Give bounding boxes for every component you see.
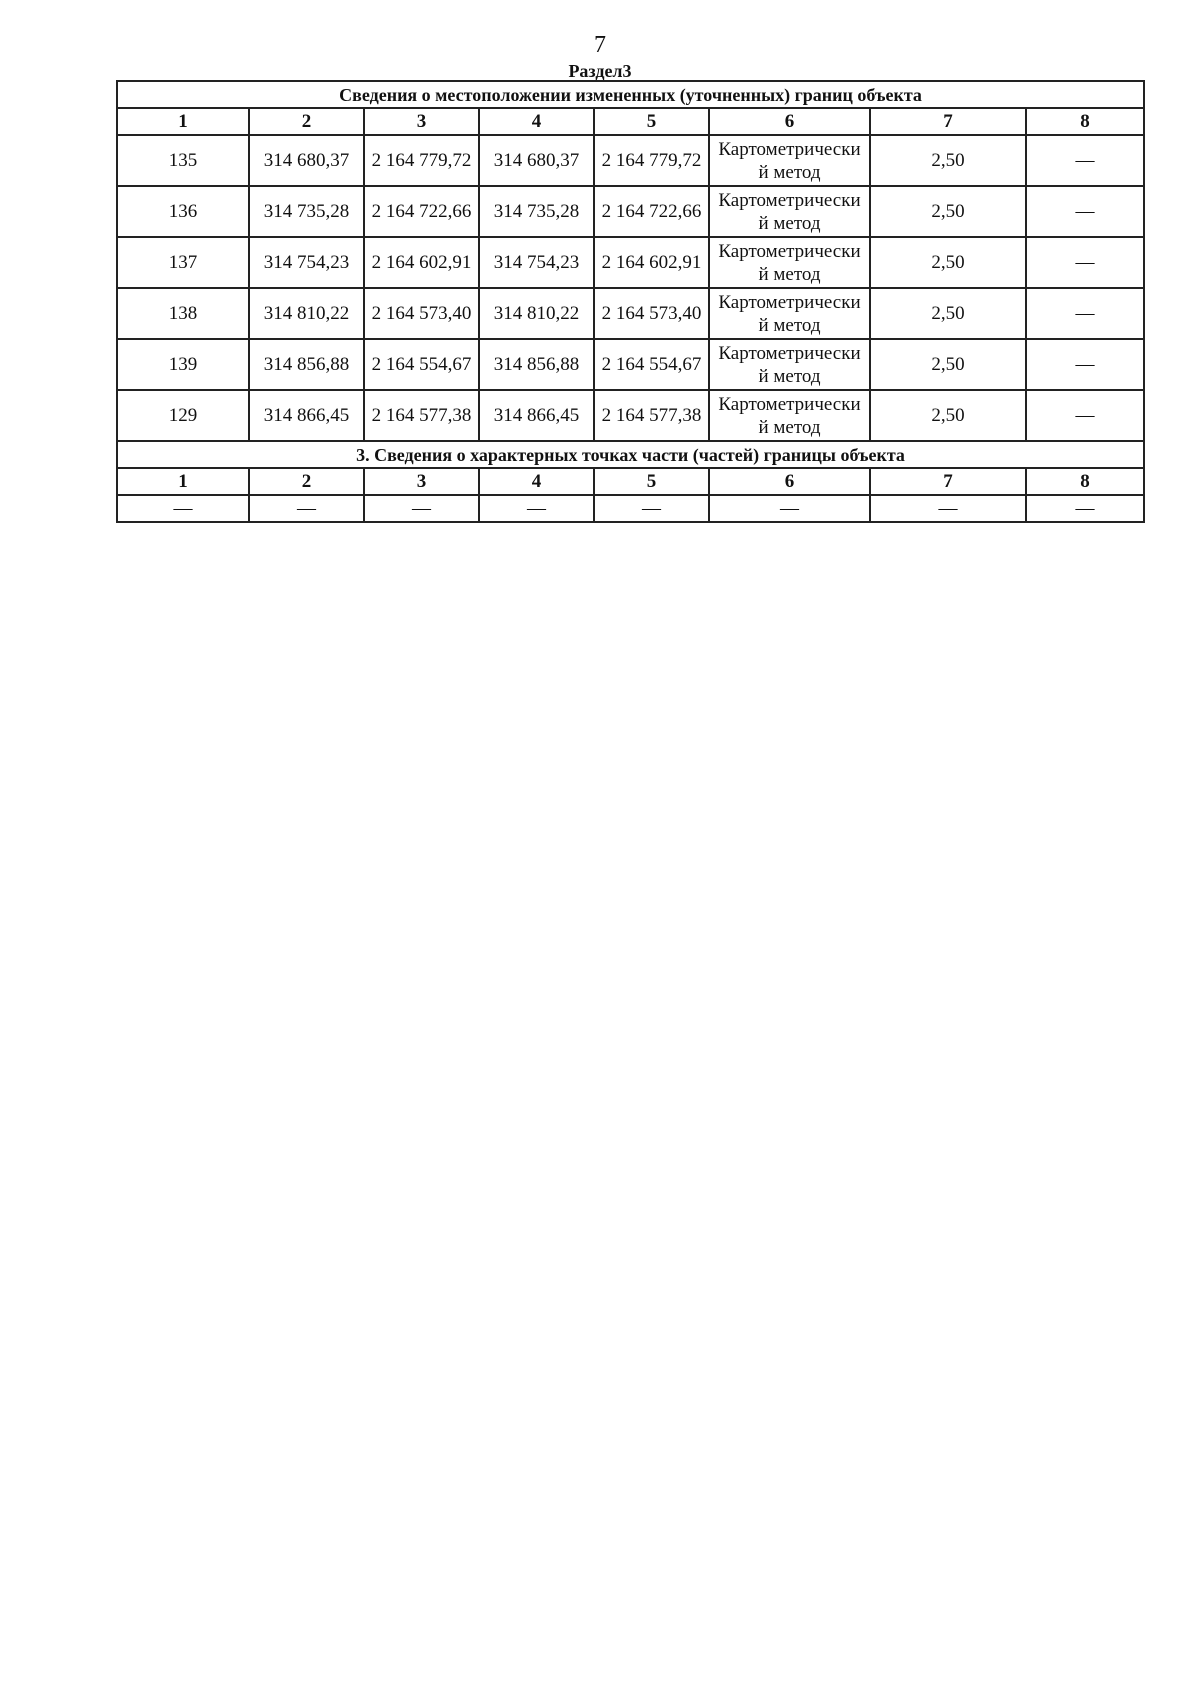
method-line-1: Картометрически (718, 240, 861, 262)
table-cell: 2,50 (870, 135, 1026, 186)
table-cell: 314 680,37 (249, 135, 364, 186)
column-header: 3 (364, 468, 479, 495)
table-cell: 2 164 577,38 (594, 390, 709, 441)
table-row (117, 495, 1144, 522)
table-cell: 314 735,28 (249, 186, 364, 237)
column-header: 6 (709, 108, 870, 135)
table-cell: 2,50 (870, 390, 1026, 441)
method-line-2: й метод (758, 314, 821, 336)
table-cell: 2 164 573,40 (364, 288, 479, 339)
table-cell: — (1026, 495, 1144, 522)
table-cell: 314 680,37 (479, 135, 594, 186)
table-cell: — (479, 495, 594, 522)
column-header: 8 (1026, 468, 1144, 495)
method-line-1: Картометрически (718, 291, 861, 313)
table-cell: 314 735,28 (479, 186, 594, 237)
table-row (117, 339, 1144, 390)
table-cell: 2 164 602,91 (594, 237, 709, 288)
table-cell: 314 856,88 (479, 339, 594, 390)
method-line-2: й метод (758, 416, 821, 438)
table-cell: — (709, 495, 870, 522)
method-line-2: й метод (758, 365, 821, 387)
table-cell: 314 754,23 (479, 237, 594, 288)
table-cell: 314 866,45 (249, 390, 364, 441)
method-cell (709, 186, 870, 237)
column-header: 1 (117, 468, 249, 495)
table-cell: 136 (117, 186, 249, 237)
table-cell: 314 856,88 (249, 339, 364, 390)
table-cell: 2 164 722,66 (594, 186, 709, 237)
table-row (117, 135, 1144, 186)
table-cell: 2 164 554,67 (364, 339, 479, 390)
table-cell: 2 164 554,67 (594, 339, 709, 390)
column-header: 2 (249, 108, 364, 135)
column-header: 4 (479, 108, 594, 135)
column-header: 6 (709, 468, 870, 495)
coordinates-table (116, 80, 1145, 523)
table-cell: 135 (117, 135, 249, 186)
table-cell: — (364, 495, 479, 522)
column-header: 5 (594, 468, 709, 495)
table-cell: — (1026, 186, 1144, 237)
column-header: 1 (117, 108, 249, 135)
table1-header-row (117, 108, 1144, 135)
method-line-1: Картометрически (718, 393, 861, 415)
method-line-1: Картометрически (718, 138, 861, 160)
column-header: 4 (479, 468, 594, 495)
table2-header-row (117, 468, 1144, 495)
table-cell: — (1026, 135, 1144, 186)
method-cell (709, 339, 870, 390)
table-cell: 2 164 779,72 (594, 135, 709, 186)
column-header: 8 (1026, 108, 1144, 135)
table-cell: 2 164 602,91 (364, 237, 479, 288)
table-body (117, 81, 1144, 522)
method-cell (709, 135, 870, 186)
column-header: 3 (364, 108, 479, 135)
table-cell: 2,50 (870, 237, 1026, 288)
table-cell: 2 164 577,38 (364, 390, 479, 441)
table-cell: — (1026, 339, 1144, 390)
table-row (117, 288, 1144, 339)
table-cell: — (1026, 390, 1144, 441)
table-cell: 2,50 (870, 186, 1026, 237)
table-row (117, 390, 1144, 441)
table-cell: 314 866,45 (479, 390, 594, 441)
method-cell (709, 237, 870, 288)
method-cell (709, 390, 870, 441)
method-line-2: й метод (758, 161, 821, 183)
table2-caption: 3. Сведения о характерных точках части (частей) границы объекта (117, 441, 1144, 468)
table-cell: — (1026, 288, 1144, 339)
table-cell: 129 (117, 390, 249, 441)
method-line-2: й метод (758, 212, 821, 234)
table-cell: — (249, 495, 364, 522)
column-header: 7 (870, 468, 1026, 495)
table-cell: — (870, 495, 1026, 522)
method-line-1: Картометрически (718, 189, 861, 211)
table-cell: 314 810,22 (249, 288, 364, 339)
table-cell: — (117, 495, 249, 522)
section-title: Раздел3 (568, 61, 632, 81)
table-cell: — (594, 495, 709, 522)
table-row (117, 186, 1144, 237)
table-cell: 2,50 (870, 288, 1026, 339)
table-cell: 137 (117, 237, 249, 288)
table-cell: 2 164 722,66 (364, 186, 479, 237)
column-header: 2 (249, 468, 364, 495)
table-cell: 139 (117, 339, 249, 390)
table-cell: 2,50 (870, 339, 1026, 390)
table-cell: 2 164 779,72 (364, 135, 479, 186)
table-cell: 2 164 573,40 (594, 288, 709, 339)
table-cell: — (1026, 237, 1144, 288)
table-cell: 314 810,22 (479, 288, 594, 339)
column-header: 7 (870, 108, 1026, 135)
page-number: 7 (594, 32, 606, 58)
table1-caption: Сведения о местоположении измененных (уточненных) границ объекта (117, 81, 1144, 108)
method-cell (709, 288, 870, 339)
method-line-1: Картометрически (718, 342, 861, 364)
table-row (117, 237, 1144, 288)
table-cell: 138 (117, 288, 249, 339)
table-cell: 314 754,23 (249, 237, 364, 288)
method-line-2: й метод (758, 263, 821, 285)
column-header: 5 (594, 108, 709, 135)
